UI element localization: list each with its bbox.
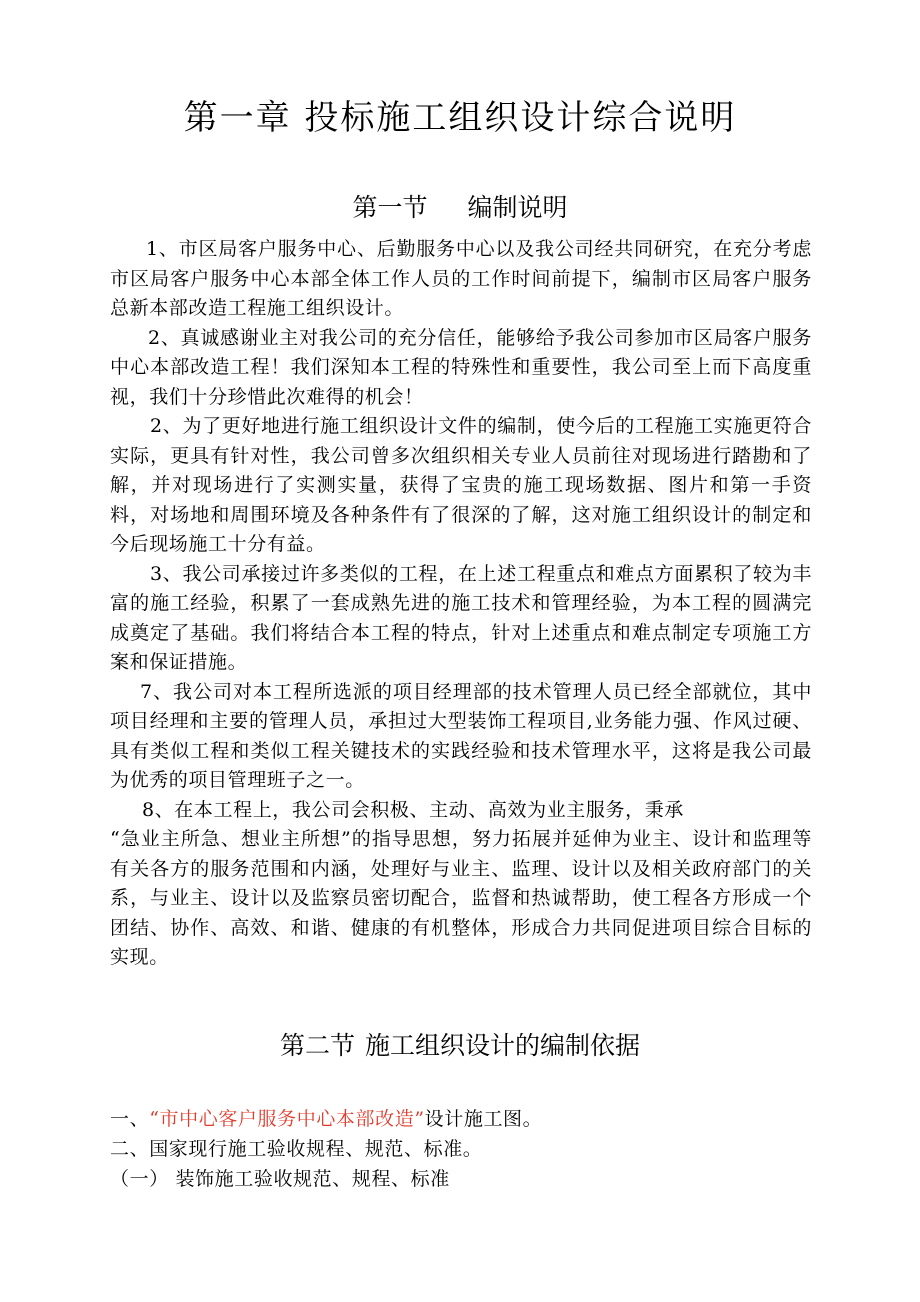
paragraph-2: 2、真诚感谢业主对我公司的充分信任，能够给予我公司参加市区局客户服务中心本部改造工程！我们深知本工程的特殊性和重要性，我公司至上而下高度重视，我们十分珍惜此次难得的机会！ [110,326,812,408]
paragraph-5: 7、我公司对本工程所选派的项目经理部的技术管理人员已经全部就位，其中项目经理和主要的管理人员，承担过大型装饰工程项目,业务能力强、作风过硬、具有类似工程和类似工程关键技术的实践经验和技术管理水平，这将是我公司最为优秀的项目管理班子之一。 [110,680,812,791]
basis-item-3: （一） 装饰施工验收规范、规程、标准 [110,1168,450,1190]
paragraph-6: 8、在本工程上，我公司会积极、主动、高效为业主服务，秉承 [142,798,684,821]
section2-title-text: 施工组织设计的编制依据 [365,1031,641,1060]
basis-item-2: 二、国家现行施工验收规程、规范、标准。 [110,1138,483,1160]
section1-title [0,190,920,226]
basis-item-1-prefix: 一、 [110,1108,150,1130]
paragraph-3: 2、为了更好地进行施工组织设计文件的编制，使今后的工程施工实施更符合实际，更具有针对性，我公司曾多次组织相关专业人员前往对现场进行踏勘和了解，并对现场进行了实测实量，获得了宝贵的施工现场数据、图片和第一手资料，对场地和周围环境及各种条件有了很深的了解，这对施工组织设计的制定和今后现场施工十分有益。 [110,415,812,555]
chapter-title: 第一章 投标施工组织设计综合说明 [183,98,737,138]
section2-title [0,1028,920,1064]
section1-title-num: 第一节 [352,193,428,222]
paragraph-1: 1、市区局客户服务中心、后勤服务中心以及我公司经共同研究，在充分考虑市区局客户服务中心本部全体工作人员的工作时间前提下，编制市区局客户服务总新本部改造工程施工组织设计。 [110,238,812,319]
paragraph-4: 3、我公司承接过许多类似的工程，在上述工程重点和难点方面累积了较为丰富的施工经验，积累了一套成熟先进的施工技术和管理经验，为本工程的圆满完成奠定了基础。我们将结合本工程的特点，针对上述重点和难点制定专项施工方案和保证措施。 [110,562,812,673]
section2-basis-list [110,1104,812,1194]
paragraph-7: “急业主所急、想业主所想”的指导思想，努力拓展并延伸为业主、设计和监理等有关各方的服务范围和内涵，处理好与业主、监理、设计以及相关政府部门的关系，与业主、设计以及监察员密切配合，监督和热诚帮助，使工程各方形成一个团结、协作、高效、和谐、健康的有机整体，形成合力共同促进项目综合目标的实现。 [110,828,812,968]
section2-title-num: 第二节 [279,1031,355,1060]
section1-body [110,235,812,973]
basis-item-1-highlight: “市中心客户服务中心本部改造” [149,1108,425,1130]
basis-item-1 [110,1104,812,1134]
basis-item-1-suffix: 设计施工图。 [424,1108,543,1130]
section1-title-text: 编制说明 [467,193,568,222]
